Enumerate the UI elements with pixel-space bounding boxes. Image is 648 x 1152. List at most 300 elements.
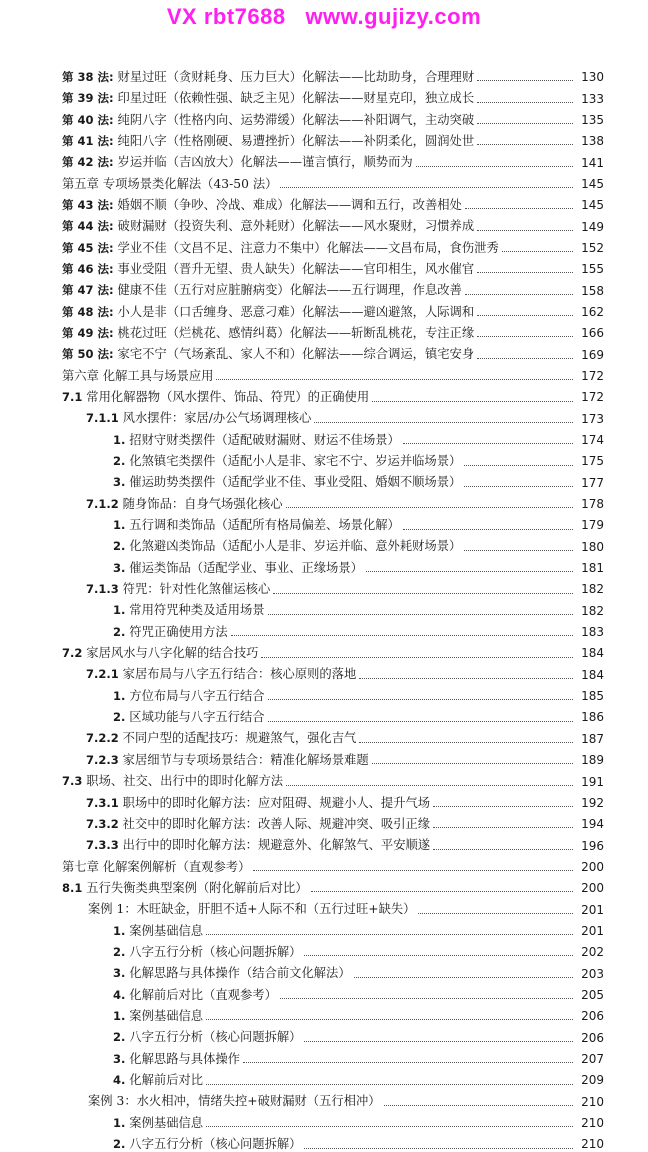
toc-entry-title — [113, 1074, 206, 1088]
toc-entry-text: 常用化解器物（风水摆件、饰品、符咒）的正确使用 — [86, 389, 370, 404]
toc-entry-number: 第 48 法: — [62, 304, 114, 319]
toc-entry-number: 3. — [113, 966, 126, 981]
toc-entry-page: 169 — [581, 347, 604, 362]
toc-entry-text: 方位布局与八字五行结合 — [129, 688, 265, 703]
toc-entry-title — [88, 903, 418, 917]
toc-entry[interactable] — [62, 255, 604, 276]
toc-entry-text: 印星过旺（依赖性强、缺乏主见）化解法——财星克印，独立成长 — [117, 91, 475, 106]
toc-entry[interactable] — [113, 917, 604, 938]
toc-entry-title — [113, 989, 280, 1003]
toc-entry-number: 1. — [113, 1115, 126, 1130]
toc-entry-number: 2. — [113, 1030, 126, 1045]
toc-entry-page: 173 — [581, 411, 604, 426]
toc-entry[interactable] — [62, 639, 604, 660]
toc-entry[interactable] — [113, 447, 604, 468]
toc-entry-title — [62, 71, 477, 85]
toc-entry-page: 130 — [581, 70, 604, 85]
toc-entry-title — [113, 690, 268, 704]
toc-entry-page: 179 — [581, 518, 604, 533]
toc-entry-number: 1. — [113, 1008, 126, 1023]
toc-entry-page: 210 — [581, 1137, 604, 1152]
toc-entry-page: 207 — [581, 1051, 604, 1066]
toc-entry-number: 第 38 法: — [62, 69, 114, 84]
toc-entry[interactable] — [113, 554, 604, 575]
toc-entry[interactable] — [62, 212, 604, 233]
toc-entry-page: 152 — [581, 240, 604, 255]
toc-entry[interactable] — [62, 362, 604, 383]
toc-entry-page: 186 — [581, 710, 604, 725]
toc-entry-number: 7.1.3 — [86, 582, 119, 597]
toc-entry[interactable] — [62, 276, 604, 297]
toc-entry-text: 破财漏财（投资失利、意外耗财）化解法——风水聚财，习惯养成 — [117, 219, 475, 234]
toc-entry-text: 化解思路与具体操作（结合前文化解法） — [129, 966, 351, 981]
dot-leader — [354, 977, 573, 978]
dot-leader — [502, 251, 573, 252]
toc-entry[interactable] — [113, 1066, 604, 1087]
toc-entry-page: 202 — [581, 945, 604, 960]
toc-entry-number: 第 50 法: — [62, 347, 114, 362]
dot-leader — [280, 187, 573, 188]
toc-entry[interactable] — [113, 682, 604, 703]
toc-entry[interactable] — [62, 298, 604, 319]
toc-entry-number: 第 44 法: — [62, 219, 114, 234]
dot-leader — [464, 486, 573, 487]
toc-entry-page: 183 — [581, 625, 604, 640]
toc-entry[interactable] — [86, 789, 604, 810]
toc-entry-page: 181 — [581, 561, 604, 576]
dot-leader — [433, 827, 573, 828]
toc-entry[interactable] — [62, 767, 604, 788]
dot-leader — [304, 1148, 573, 1149]
toc-entry-page: 203 — [581, 966, 604, 981]
toc-entry-text: 八字五行分析（核心问题拆解） — [129, 1030, 302, 1045]
toc-entry-number: 1. — [113, 518, 126, 533]
toc-entry-title — [86, 412, 314, 426]
dot-leader — [206, 934, 573, 935]
toc-entry-number: 2. — [113, 710, 126, 725]
toc-entry-page: 149 — [581, 219, 604, 234]
toc-entry-title — [113, 476, 464, 490]
dot-leader — [268, 721, 573, 722]
toc-entry-title — [62, 306, 477, 320]
toc-entry-page: 209 — [581, 1073, 604, 1088]
toc-entry-title — [86, 498, 286, 512]
toc-entry-text: 家居风水与八字化解的结合技巧 — [86, 646, 259, 661]
dot-leader — [206, 1126, 573, 1127]
dot-leader — [304, 1041, 573, 1042]
toc-entry-text: 社交中的即时化解方法：改善人际、规避冲突、吸引正缘 — [122, 816, 431, 831]
toc-entry-text: 八字五行分析（核心问题拆解） — [129, 1137, 302, 1152]
toc-entry[interactable] — [113, 1023, 604, 1044]
toc-entry-text: 催运类饰品（适配学业、事业、正缘场景） — [129, 560, 363, 575]
toc-entry-text: 第六章 化解工具与场景应用 — [62, 368, 214, 383]
toc-entry-title — [113, 562, 366, 576]
toc-entry[interactable] — [86, 575, 604, 596]
dot-leader — [304, 955, 573, 956]
toc-entry[interactable] — [113, 597, 604, 618]
toc-entry-number: 第 46 法: — [62, 261, 114, 276]
toc-entry-number: 7.2.3 — [86, 752, 119, 767]
toc-entry-page: 155 — [581, 262, 604, 277]
toc-entry-title — [86, 839, 433, 853]
toc-entry-text: 职场中的即时化解方法：应对阻碍、规避小人、提升气场 — [122, 795, 431, 810]
toc-entry-title — [62, 647, 261, 661]
toc-entry-page: 196 — [581, 838, 604, 853]
toc-entry-page: 185 — [581, 689, 604, 704]
table-of-contents — [0, 63, 648, 1152]
toc-entry[interactable] — [62, 106, 604, 127]
dot-leader — [477, 315, 573, 316]
toc-entry[interactable] — [113, 1130, 604, 1151]
toc-entry-page: 141 — [581, 155, 604, 170]
toc-entry-title — [86, 668, 359, 682]
toc-entry-text: 化解前后对比 — [129, 1072, 204, 1087]
toc-entry-text: 催运助势类摆件（适配学业不佳、事业受阻、婚姻不顺场景） — [129, 475, 462, 490]
dot-leader — [359, 742, 573, 743]
toc-entry-title — [62, 882, 311, 896]
toc-entry-number: 4. — [113, 987, 126, 1002]
toc-entry-number: 7.3.1 — [86, 795, 119, 810]
toc-entry[interactable] — [62, 127, 604, 148]
toc-entry-text: 第五章 专项场景类化解法（43-50 法） — [62, 176, 278, 191]
dot-leader — [464, 465, 573, 466]
toc-entry-title — [113, 925, 206, 939]
toc-entry[interactable] — [113, 703, 604, 724]
toc-entry-title — [113, 1031, 304, 1045]
toc-entry[interactable] — [62, 170, 604, 191]
toc-entry[interactable] — [113, 1045, 604, 1066]
toc-entry-text: 家宅不宁（气场紊乱、家人不和）化解法——综合调运，镇宅安身 — [117, 347, 475, 362]
toc-entry-text: 纯阳八字（性格刚硬、易遭挫折）化解法——补阴柔化，圆润处世 — [117, 133, 475, 148]
toc-entry[interactable] — [86, 810, 604, 831]
toc-entry-title — [62, 242, 502, 256]
toc-entry-page: 206 — [581, 1030, 604, 1045]
toc-entry-title — [62, 220, 477, 234]
toc-entry-text: 家居布局与八字五行结合：核心原则的落地 — [122, 667, 357, 682]
toc-entry-title — [113, 604, 268, 618]
dot-leader — [477, 80, 573, 81]
toc-entry-text: 化煞避凶类饰品（适配小人是非、岁运并临、意外耗财场景） — [129, 539, 462, 554]
toc-entry-page: 172 — [581, 368, 604, 383]
dot-leader — [403, 529, 573, 530]
toc-entry-number: 7.2.2 — [86, 731, 119, 746]
toc-entry-page: 210 — [581, 1116, 604, 1130]
toc-entry-number: 7.1.1 — [86, 411, 119, 426]
toc-entry-number: 2. — [113, 539, 126, 554]
toc-entry[interactable] — [113, 533, 604, 554]
toc-entry-number: 7.2 — [62, 646, 83, 661]
toc-entry-title — [88, 1095, 384, 1109]
toc-entry-title — [62, 348, 477, 362]
toc-entry[interactable] — [86, 405, 604, 426]
toc-entry-page: 178 — [581, 497, 604, 512]
toc-entry-text: 职场、社交、出行中的即时化解方法 — [86, 774, 284, 789]
toc-entry-title — [62, 263, 477, 277]
toc-entry-page: 174 — [581, 433, 604, 447]
toc-entry[interactable] — [113, 511, 604, 532]
dot-leader — [216, 379, 573, 380]
dot-leader — [268, 699, 573, 700]
toc-entry-text: 案例基础信息 — [129, 1115, 204, 1130]
toc-entry[interactable] — [62, 63, 604, 84]
toc-entry[interactable] — [62, 340, 604, 361]
toc-entry-number: 第 49 法: — [62, 325, 114, 340]
dot-leader — [359, 678, 573, 679]
toc-entry-page: 177 — [581, 475, 604, 490]
toc-entry-title — [62, 135, 477, 149]
toc-entry-number: 第 43 法: — [62, 197, 114, 212]
toc-entry-text: 第七章 化解案例解析（直观参考） — [62, 859, 251, 874]
toc-entry-page: 192 — [581, 795, 604, 810]
toc-entry-text: 桃花过旺（烂桃花、感情纠葛）化解法——斩断乱桃花，专注正缘 — [117, 325, 475, 340]
toc-entry[interactable] — [62, 84, 604, 105]
toc-entry-page: 133 — [581, 91, 604, 106]
toc-entry-number: 2. — [113, 454, 126, 469]
toc-entry-text: 随身饰品：自身气场强化核心 — [122, 496, 283, 511]
toc-entry-text: 岁运并临（吉凶放大）化解法——谨言慎行，顺势而为 — [117, 155, 413, 170]
toc-entry-text: 家居细节与专项场景结合：精准化解场景难题 — [122, 752, 369, 767]
toc-entry-text: 化解思路与具体操作 — [129, 1051, 240, 1066]
toc-entry-title — [113, 1117, 206, 1131]
dot-leader — [433, 849, 573, 850]
toc-entry-number: 7.1 — [62, 389, 83, 404]
watermark: VX rbt7688 www.gujizy.com — [166, 4, 482, 29]
toc-entry-page: 158 — [581, 283, 604, 298]
toc-entry-page: 187 — [581, 731, 604, 746]
toc-entry-text: 财星过旺（贪财耗身、压力巨大）化解法——比劫助身，合理理财 — [117, 69, 475, 84]
toc-entry-number: 1. — [113, 603, 126, 618]
toc-entry-page: 201 — [581, 923, 604, 938]
toc-entry[interactable] — [113, 1002, 604, 1023]
toc-entry-number: 4. — [113, 1072, 126, 1087]
toc-entry-number: 3. — [113, 1051, 126, 1066]
toc-entry-number: 7.1.2 — [86, 496, 119, 511]
toc-entry[interactable] — [86, 490, 604, 511]
toc-entry-page: 184 — [581, 646, 604, 661]
dot-leader — [477, 102, 573, 103]
dot-leader — [464, 550, 573, 551]
toc-entry-number: 第 40 法: — [62, 112, 114, 127]
toc-entry-number: 2. — [113, 1137, 126, 1152]
dot-leader — [477, 230, 573, 231]
toc-entry-title — [113, 946, 304, 960]
dot-leader — [280, 998, 573, 999]
toc-entry-title — [113, 1053, 243, 1067]
toc-entry-title — [62, 114, 477, 128]
toc-entry[interactable] — [86, 831, 604, 852]
toc-entry-page: 191 — [581, 774, 604, 789]
dot-leader — [465, 294, 573, 295]
toc-entry-page: 135 — [581, 112, 604, 127]
toc-entry[interactable] — [113, 469, 604, 490]
dot-leader — [206, 1019, 573, 1020]
toc-entry-page: 180 — [581, 539, 604, 554]
toc-entry-title — [62, 92, 477, 106]
toc-entry[interactable] — [113, 426, 604, 447]
toc-entry-text: 事业受阻（晋升无望、贵人缺失）化解法——官印相生，风水催官 — [117, 261, 475, 276]
toc-entry-title — [86, 583, 273, 597]
dot-leader — [384, 1105, 573, 1106]
toc-entry-number: 7.3.2 — [86, 816, 119, 831]
toc-entry[interactable] — [88, 895, 604, 916]
toc-entry-page: 201 — [581, 902, 604, 917]
toc-entry-title — [62, 178, 280, 192]
toc-entry-text: 化煞镇宅类摆件（适配小人是非、家宅不宁、岁运并临场景） — [129, 454, 462, 469]
dot-leader — [314, 422, 573, 423]
toc-entry-number: 8.1 — [62, 880, 83, 895]
toc-entry-page: 205 — [581, 987, 604, 1002]
toc-entry-number: 1. — [113, 432, 126, 447]
dot-leader — [477, 144, 573, 145]
toc-entry-text: 健康不佳（五行对应脏腑病变）化解法——五行调理，作息改善 — [117, 283, 462, 298]
toc-entry-page: 184 — [581, 667, 604, 682]
toc-entry-page: 172 — [581, 390, 604, 405]
toc-entry-number: 1. — [113, 923, 126, 938]
toc-entry-number: 第 47 法: — [62, 283, 114, 298]
toc-entry-title — [113, 626, 231, 640]
toc-entry-number: 第 41 法: — [62, 133, 114, 148]
toc-entry-title — [62, 370, 216, 384]
toc-entry-text: 小人是非（口舌缠身、恶意刁难）化解法——避凶避煞，人际调和 — [117, 304, 475, 319]
toc-entry-page: 166 — [581, 326, 604, 341]
toc-entry-title — [113, 434, 403, 448]
toc-entry-text: 案例基础信息 — [129, 923, 204, 938]
toc-entry-page: 182 — [581, 603, 604, 618]
toc-entry-text: 学业不佳（文昌不足、注意力不集中）化解法——文昌布局，食伤泄秀 — [117, 240, 499, 255]
toc-entry-page: 206 — [581, 1009, 604, 1024]
toc-entry-page: 200 — [581, 881, 604, 896]
dot-leader — [372, 763, 573, 764]
toc-entry-text: 符咒正确使用方法 — [129, 624, 228, 639]
dot-leader — [477, 272, 573, 273]
toc-entry-text: 案例 3：水火相冲，情绪失控+破财漏财（五行相冲） — [88, 1094, 381, 1109]
toc-entry-text: 符咒：针对性化煞催运核心 — [122, 582, 271, 597]
dot-leader — [372, 401, 573, 402]
dot-leader — [273, 593, 573, 594]
toc-entry-title — [113, 455, 464, 469]
toc-entry-text: 风水摆件：家居/办公气场调理核心 — [122, 411, 312, 426]
toc-entry-title — [113, 519, 403, 533]
toc-entry[interactable] — [62, 853, 604, 874]
toc-entry[interactable] — [113, 981, 604, 1002]
toc-entry-page: 182 — [581, 582, 604, 597]
toc-entry[interactable] — [113, 938, 604, 959]
toc-entry-text: 婚姻不顺（争吵、冷战、难成）化解法——调和五行，改善相处 — [117, 197, 462, 212]
toc-entry-text: 区域功能与八字五行结合 — [129, 710, 265, 725]
toc-entry-title — [62, 284, 465, 298]
toc-entry[interactable] — [86, 725, 604, 746]
toc-entry[interactable] — [86, 746, 604, 767]
toc-entry-title — [113, 711, 268, 725]
toc-entry-text: 不同户型的适配技巧：规避煞气，强化吉气 — [122, 731, 357, 746]
toc-entry[interactable] — [113, 959, 604, 980]
dot-leader — [477, 358, 573, 359]
dot-leader — [433, 806, 573, 807]
toc-entry-title — [86, 797, 433, 811]
dot-leader — [253, 870, 573, 871]
toc-entry-page: 194 — [581, 817, 604, 832]
toc-entry-title — [86, 732, 359, 746]
toc-entry[interactable] — [62, 148, 604, 169]
toc-entry-title — [86, 818, 433, 832]
toc-entry-text: 出行中的即时化解方法：规避意外、化解煞气、平安顺遂 — [122, 838, 431, 853]
toc-entry-number: 2. — [113, 944, 126, 959]
toc-entry-number: 2. — [113, 624, 126, 639]
toc-entry-text: 纯阴八字（性格内向、运势滞缓）化解法——补阳调气，主动突破 — [117, 112, 475, 127]
toc-entry-text: 案例 1：木旺缺金，肝胆不适+人际不和（五行过旺+缺失） — [88, 902, 416, 917]
toc-entry-title — [113, 1138, 304, 1152]
dot-leader — [206, 1084, 573, 1085]
toc-entry-page: 210 — [581, 1094, 604, 1109]
dot-leader — [416, 166, 573, 167]
toc-entry-number: 7.3.3 — [86, 838, 119, 853]
dot-leader — [231, 635, 573, 636]
toc-entry[interactable] — [113, 618, 604, 639]
dot-leader — [477, 123, 573, 124]
toc-entry-title — [113, 967, 354, 981]
toc-entry-text: 常用符咒种类及适用场景 — [129, 603, 265, 618]
dot-leader — [403, 443, 573, 444]
toc-entry-page: 138 — [581, 134, 604, 149]
toc-entry[interactable] — [62, 319, 604, 340]
toc-entry-text: 五行失衡类典型案例（附化解前后对比） — [86, 880, 308, 895]
toc-entry-title — [62, 391, 372, 405]
toc-entry-text: 案例基础信息 — [129, 1008, 204, 1023]
toc-entry-number: 7.2.1 — [86, 667, 119, 682]
toc-entry-page: 189 — [581, 753, 604, 768]
toc-entry[interactable] — [62, 191, 604, 212]
toc-entry-title — [113, 540, 464, 554]
toc-entry-number: 第 42 法: — [62, 155, 114, 170]
toc-entry-page: 162 — [581, 304, 604, 319]
toc-entry[interactable] — [113, 1109, 604, 1130]
dot-leader — [366, 571, 573, 572]
toc-entry[interactable] — [62, 383, 604, 404]
dot-leader — [286, 507, 573, 508]
toc-entry-text: 招财守财类摆件（适配破财漏财、财运不佳场景） — [129, 432, 400, 447]
toc-entry-title — [62, 861, 253, 875]
toc-entry[interactable] — [62, 874, 604, 895]
dot-leader — [477, 336, 573, 337]
toc-entry-text: 八字五行分析（核心问题拆解） — [129, 944, 302, 959]
toc-entry-title — [62, 199, 465, 213]
toc-entry-number: 1. — [113, 688, 126, 703]
toc-entry-title — [86, 754, 372, 768]
dot-leader — [286, 785, 573, 786]
toc-entry-title — [62, 156, 416, 170]
dot-leader — [465, 208, 573, 209]
toc-entry-title — [62, 327, 477, 341]
dot-leader — [268, 614, 573, 615]
toc-entry-number: 第 45 法: — [62, 240, 114, 255]
toc-entry-page: 200 — [581, 859, 604, 874]
toc-entry-number: 3. — [113, 475, 126, 490]
toc-entry-number: 第 39 法: — [62, 91, 114, 106]
dot-leader — [418, 913, 573, 914]
dot-leader — [261, 657, 573, 658]
toc-entry-number: 7.3 — [62, 774, 83, 789]
toc-entry[interactable] — [62, 234, 604, 255]
toc-entry-title — [62, 775, 286, 789]
toc-entry-text: 五行调和类饰品（适配所有格局偏差、场景化解） — [129, 518, 400, 533]
toc-entry-text: 化解前后对比（直观参考） — [129, 987, 277, 1002]
toc-entry-page: 175 — [581, 454, 604, 469]
toc-entry[interactable] — [86, 661, 604, 682]
dot-leader — [311, 891, 573, 892]
dot-leader — [243, 1062, 573, 1063]
toc-entry-page: 145 — [581, 176, 604, 191]
toc-entry[interactable] — [88, 1088, 604, 1109]
